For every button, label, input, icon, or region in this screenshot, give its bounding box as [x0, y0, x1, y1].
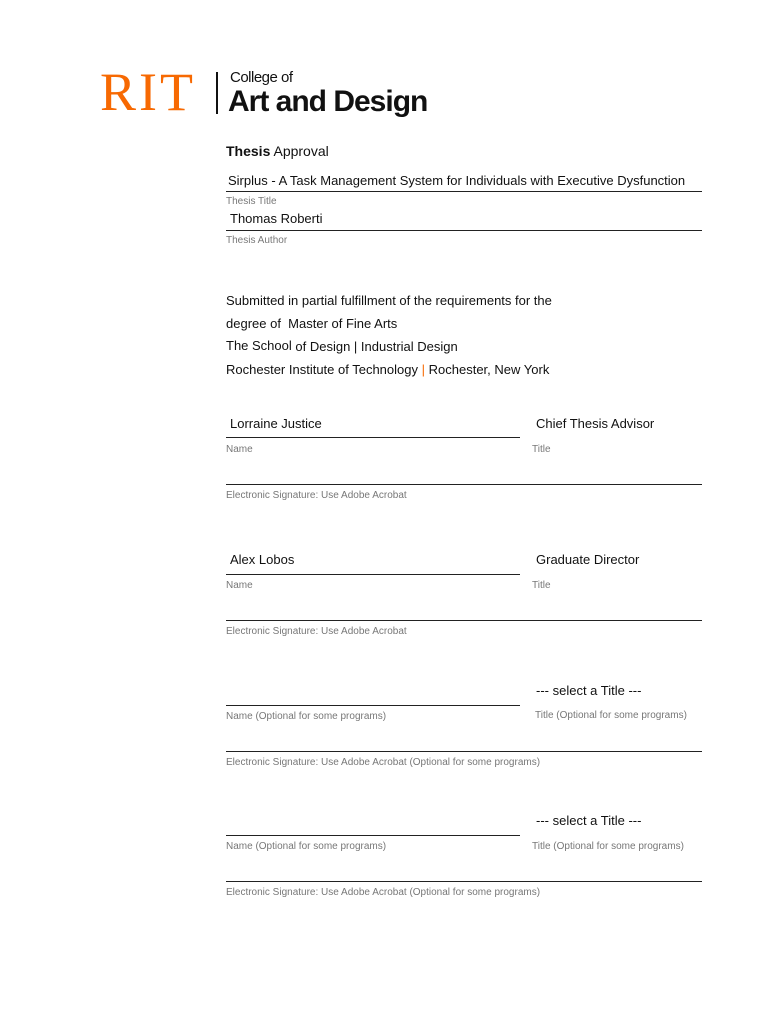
degree-field[interactable]: Master of Fine Arts [288, 316, 398, 331]
signer-3-signature-caption: Electronic Signature: Use Adobe Acrobat (Optional for some programs) [226, 757, 541, 768]
school-prefix: The School [226, 338, 292, 353]
signer-1-name-underline [226, 437, 520, 438]
signer-2-title-field[interactable]: Graduate Director [536, 552, 640, 567]
logo-college-text: College of [230, 69, 293, 86]
thesis-author-field[interactable]: Thomas Roberti [230, 211, 323, 226]
page-title-bold: Thesis [226, 143, 271, 159]
institute-separator: | [421, 362, 426, 377]
signer-1-name-field[interactable]: Lorraine Justice [230, 416, 322, 431]
signer-1-name-caption: Name [226, 444, 253, 455]
page-title [226, 143, 329, 159]
signer-2-signature-caption: Electronic Signature: Use Adobe Acrobat [226, 626, 407, 637]
thesis-title-underline [226, 191, 702, 192]
signer-4-signature-line[interactable] [226, 881, 702, 882]
signer-1-title-caption: Title [532, 444, 551, 455]
signer-4-name-underline [226, 835, 520, 836]
institute-name: Rochester Institute of Technology [226, 362, 418, 377]
school-line [226, 339, 458, 354]
signer-2-title-caption: Title [532, 580, 551, 591]
signer-4-name-caption: Name (Optional for some programs) [226, 841, 387, 852]
thesis-title-caption: Thesis Title [226, 196, 277, 207]
thesis-title-field[interactable]: Sirplus - A Task Management System for Individuals with Executive Dysfunction [228, 173, 686, 188]
school-field[interactable]: of Design | Industrial Design [295, 339, 458, 354]
page-title-rest: Approval [273, 143, 329, 159]
signer-2-name-caption: Name [226, 580, 253, 591]
signer-2-name-underline [226, 574, 520, 575]
signer-1-title-field[interactable]: Chief Thesis Advisor [536, 416, 655, 431]
institute-line [226, 362, 549, 377]
rit-logo: RIT [100, 62, 196, 122]
signer-4-title-select[interactable]: --- select a Title --- [536, 813, 642, 828]
signer-1-signature-line[interactable] [226, 484, 702, 485]
degree-statement: Submitted in partial fulfillment of the requirements for the [226, 293, 552, 308]
signer-2-name-field[interactable]: Alex Lobos [230, 552, 295, 567]
degree-prefix: degree of [226, 316, 281, 331]
logo-divider [216, 72, 218, 114]
degree-line [226, 316, 397, 331]
thesis-author-caption: Thesis Author [226, 235, 288, 246]
signer-4-title-caption: Title (Optional for some programs) [532, 841, 684, 852]
thesis-author-underline [226, 230, 702, 231]
logo-art-design-text: Art and Design [228, 85, 428, 118]
signer-3-name-underline [226, 705, 520, 706]
signer-3-title-caption: Title (Optional for some programs) [535, 710, 687, 721]
signer-4-signature-caption: Electronic Signature: Use Adobe Acrobat (Optional for some programs) [226, 887, 541, 898]
signer-2-signature-line[interactable] [226, 620, 702, 621]
signer-3-signature-line[interactable] [226, 751, 702, 752]
signer-3-name-caption: Name (Optional for some programs) [226, 711, 387, 722]
signer-1-signature-caption: Electronic Signature: Use Adobe Acrobat [226, 490, 407, 501]
signer-3-title-select[interactable]: --- select a Title --- [536, 683, 642, 698]
institute-location: Rochester, New York [428, 362, 550, 377]
